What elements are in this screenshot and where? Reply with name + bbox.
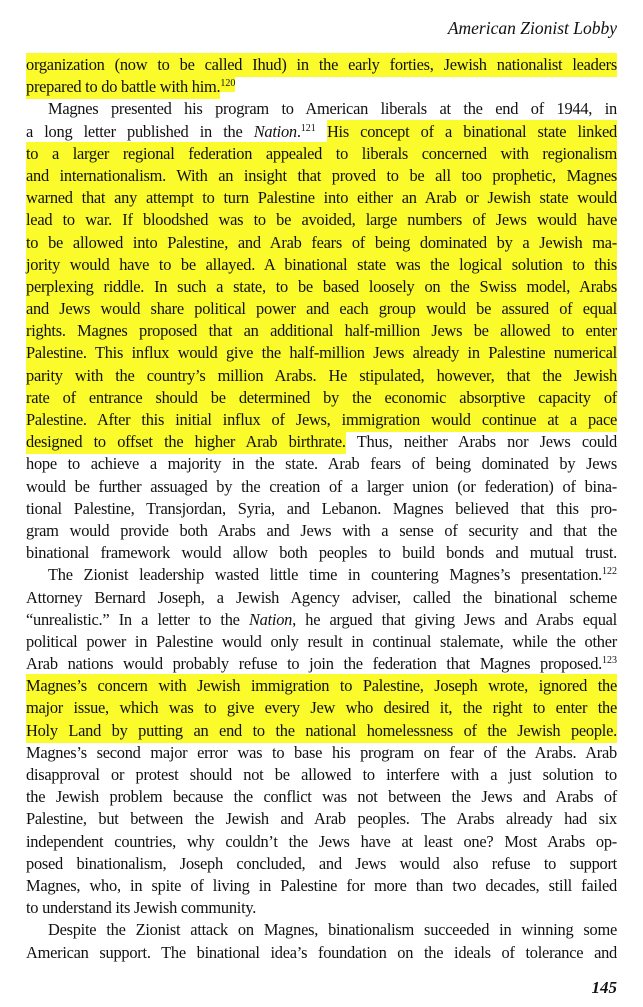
text-line <box>26 254 617 276</box>
text-line <box>26 121 617 143</box>
running-header: American Zionist Lobby <box>447 18 617 38</box>
text-run: a long letter published in the <box>26 121 254 141</box>
text-run: Magnes presented his program to American liberals at the end of 1944, in <box>48 99 617 119</box>
text-line <box>26 409 617 431</box>
text-line <box>26 942 617 964</box>
text-line <box>26 609 617 631</box>
text-run: Magnes’s second major error was to base his program on fear of the Arabs. Arab <box>26 742 617 762</box>
text-line <box>26 232 617 254</box>
text-run: Magnes, who, in spite of living in Palestine for more than two decades, still failed <box>26 875 617 895</box>
text-run: disapproval or protest should not be allowed to interfere with a just solution to <box>26 765 617 784</box>
text-line <box>26 720 617 742</box>
text-line <box>26 342 617 364</box>
highlighted-text: to be allowed into Palestine, and Arab fears of being dominated by a Jewish ma- <box>26 231 617 255</box>
text-run: Attorney Bernard Joseph, a Jewish Agency adviser, called the binational scheme <box>26 587 617 607</box>
text-run: gram would provide both Arabs and Jews with a sense of security and that the <box>26 520 617 540</box>
text-run: binational framework would allow both peoples to build bonds and mutual trust. <box>26 543 617 563</box>
text-line <box>26 897 617 919</box>
text-run: Despite the Zionist attack on Magnes, binationalism succeeded in winning some <box>48 920 617 940</box>
text-line <box>26 742 617 764</box>
text-line <box>26 564 617 586</box>
italic-title: Nation <box>248 609 293 629</box>
italic-title: Nation <box>253 121 297 141</box>
text-line <box>26 98 617 120</box>
text-run: American support. The binational idea’s foundation on the ideals of tolerance and <box>26 942 617 962</box>
highlighted-text: warned that any attempt to turn Palestine into either an Arab or Jewish state would <box>26 186 617 210</box>
highlighted-text: and Jews would share political power and each group would be assured of equal <box>26 297 617 321</box>
text-line <box>26 453 617 475</box>
highlighted-text: rate of entrance should be determined by the economic absorptive capacity of <box>26 386 617 410</box>
highlighted-text: parity with the country’s million Arabs. He stipulated, however, that the Jewish <box>26 364 617 388</box>
text-line <box>26 431 617 453</box>
text-line <box>26 587 617 609</box>
text-line <box>26 498 617 520</box>
text-line <box>26 786 617 808</box>
highlighted-text: Magnes’s concern with Jewish immigration to Palestine, Joseph wrote, ignored the <box>26 674 617 698</box>
highlighted-text: rights. Magnes proposed that an additional half-million Jews be allowed to enter <box>26 319 617 343</box>
highlighted-text: perplexing riddle. In such a state, to be based loosely on the Swiss model, Arabs <box>26 275 617 299</box>
text-run: independent countries, why couldn’t the Jews have at least one? Most Arabs op- <box>26 831 617 851</box>
highlighted-text: lead to war. If bloodshed was to be avoided, large numbers of Jews would have <box>26 208 617 232</box>
text-line <box>26 320 617 342</box>
text-line <box>26 298 617 320</box>
text-line <box>26 808 617 830</box>
text-run: Thus, neither Arabs nor Jews could <box>345 432 618 452</box>
text-line <box>26 631 617 653</box>
text-run: to understand its Jewish community. <box>26 898 257 918</box>
highlighted-text: Palestine. After this initial influx of Jews, immigration would continue at a pace <box>26 408 617 432</box>
text-line <box>26 875 617 897</box>
text-run: tional Palestine, Transjordan, Syria, and Lebanon. Magnes believed that this pro- <box>26 498 617 518</box>
text-run: , he argued that giving Jews and Arabs equal <box>292 609 617 629</box>
text-line <box>26 387 617 409</box>
footnote-ref: 122 <box>602 566 617 578</box>
footnote-ref: 121 <box>300 122 316 134</box>
text-line <box>26 542 617 564</box>
highlighted-text: prepared to do battle with him. <box>26 75 220 99</box>
text-run: political power in Palestine would only result in continual stalemate, while the other <box>26 631 617 651</box>
text-line <box>26 675 617 697</box>
text-line <box>26 187 617 209</box>
text-line <box>26 165 617 187</box>
page-number: 145 <box>591 978 617 997</box>
text-run: would be further assuaged by the creation of a larger union (or federation) of bina- <box>26 476 617 496</box>
highlighted-text: His concept of a binational state linked <box>327 120 617 144</box>
text-line <box>26 276 617 298</box>
body-text <box>26 54 617 964</box>
text-run: the Jewish problem because the conflict was not between the Jews and Arabs of <box>26 787 617 807</box>
highlighted-text: jority would have to be allayed. A binational state was the logical solution to this <box>26 253 617 277</box>
text-line <box>26 697 617 719</box>
highlighted-text: organization (now to be called Ihud) in the early forties, Jewish nationalist leaders <box>26 53 617 77</box>
footnote-ref: 120 <box>220 76 235 92</box>
text-run <box>316 122 327 141</box>
text-line <box>26 764 617 786</box>
text-line <box>26 76 617 98</box>
text-line <box>26 853 617 875</box>
text-line <box>26 365 617 387</box>
footnote-ref: 123 <box>602 655 617 667</box>
text-line <box>26 520 617 542</box>
text-line <box>26 476 617 498</box>
text-line <box>26 143 617 165</box>
text-run: posed binationalism, Joseph concluded, and Jews would also refuse to support <box>26 853 617 873</box>
text-run: “unrealistic.” In a letter to the <box>26 609 249 629</box>
text-line <box>26 54 617 76</box>
text-run: Arab nations would probably refuse to join the federation that Magnes proposed. <box>26 654 602 674</box>
text-line <box>26 919 617 941</box>
text-line <box>26 831 617 853</box>
highlighted-text: Holy Land by putting an end to the national homelessness of the Jewish people. <box>26 719 617 743</box>
text-run: . <box>296 121 301 141</box>
highlighted-text: and internationalism. With an insight that proved to be all too prophetic, Magnes <box>26 164 617 188</box>
text-line <box>26 209 617 231</box>
text-line <box>26 653 617 675</box>
highlighted-text: designed to offset the higher Arab birthrate. <box>26 430 346 454</box>
text-run: Palestine, but between the Jewish and Arab peoples. The Arabs already had six <box>26 809 617 829</box>
highlighted-text: to a larger regional federation appealed to liberals concerned with regionalism <box>26 142 617 166</box>
text-run: The Zionist leadership wasted little time in countering Magnes’s presentation. <box>48 565 602 585</box>
highlighted-text: Palestine. This influx would give the half-million Jews already in Palestine numerical <box>26 341 617 365</box>
text-run: hope to achieve a majority in the state. Arab fears of being dominated by Jews <box>26 454 617 474</box>
highlighted-text: major issue, which was to give every Jew who desired it, the right to enter the <box>26 696 617 720</box>
